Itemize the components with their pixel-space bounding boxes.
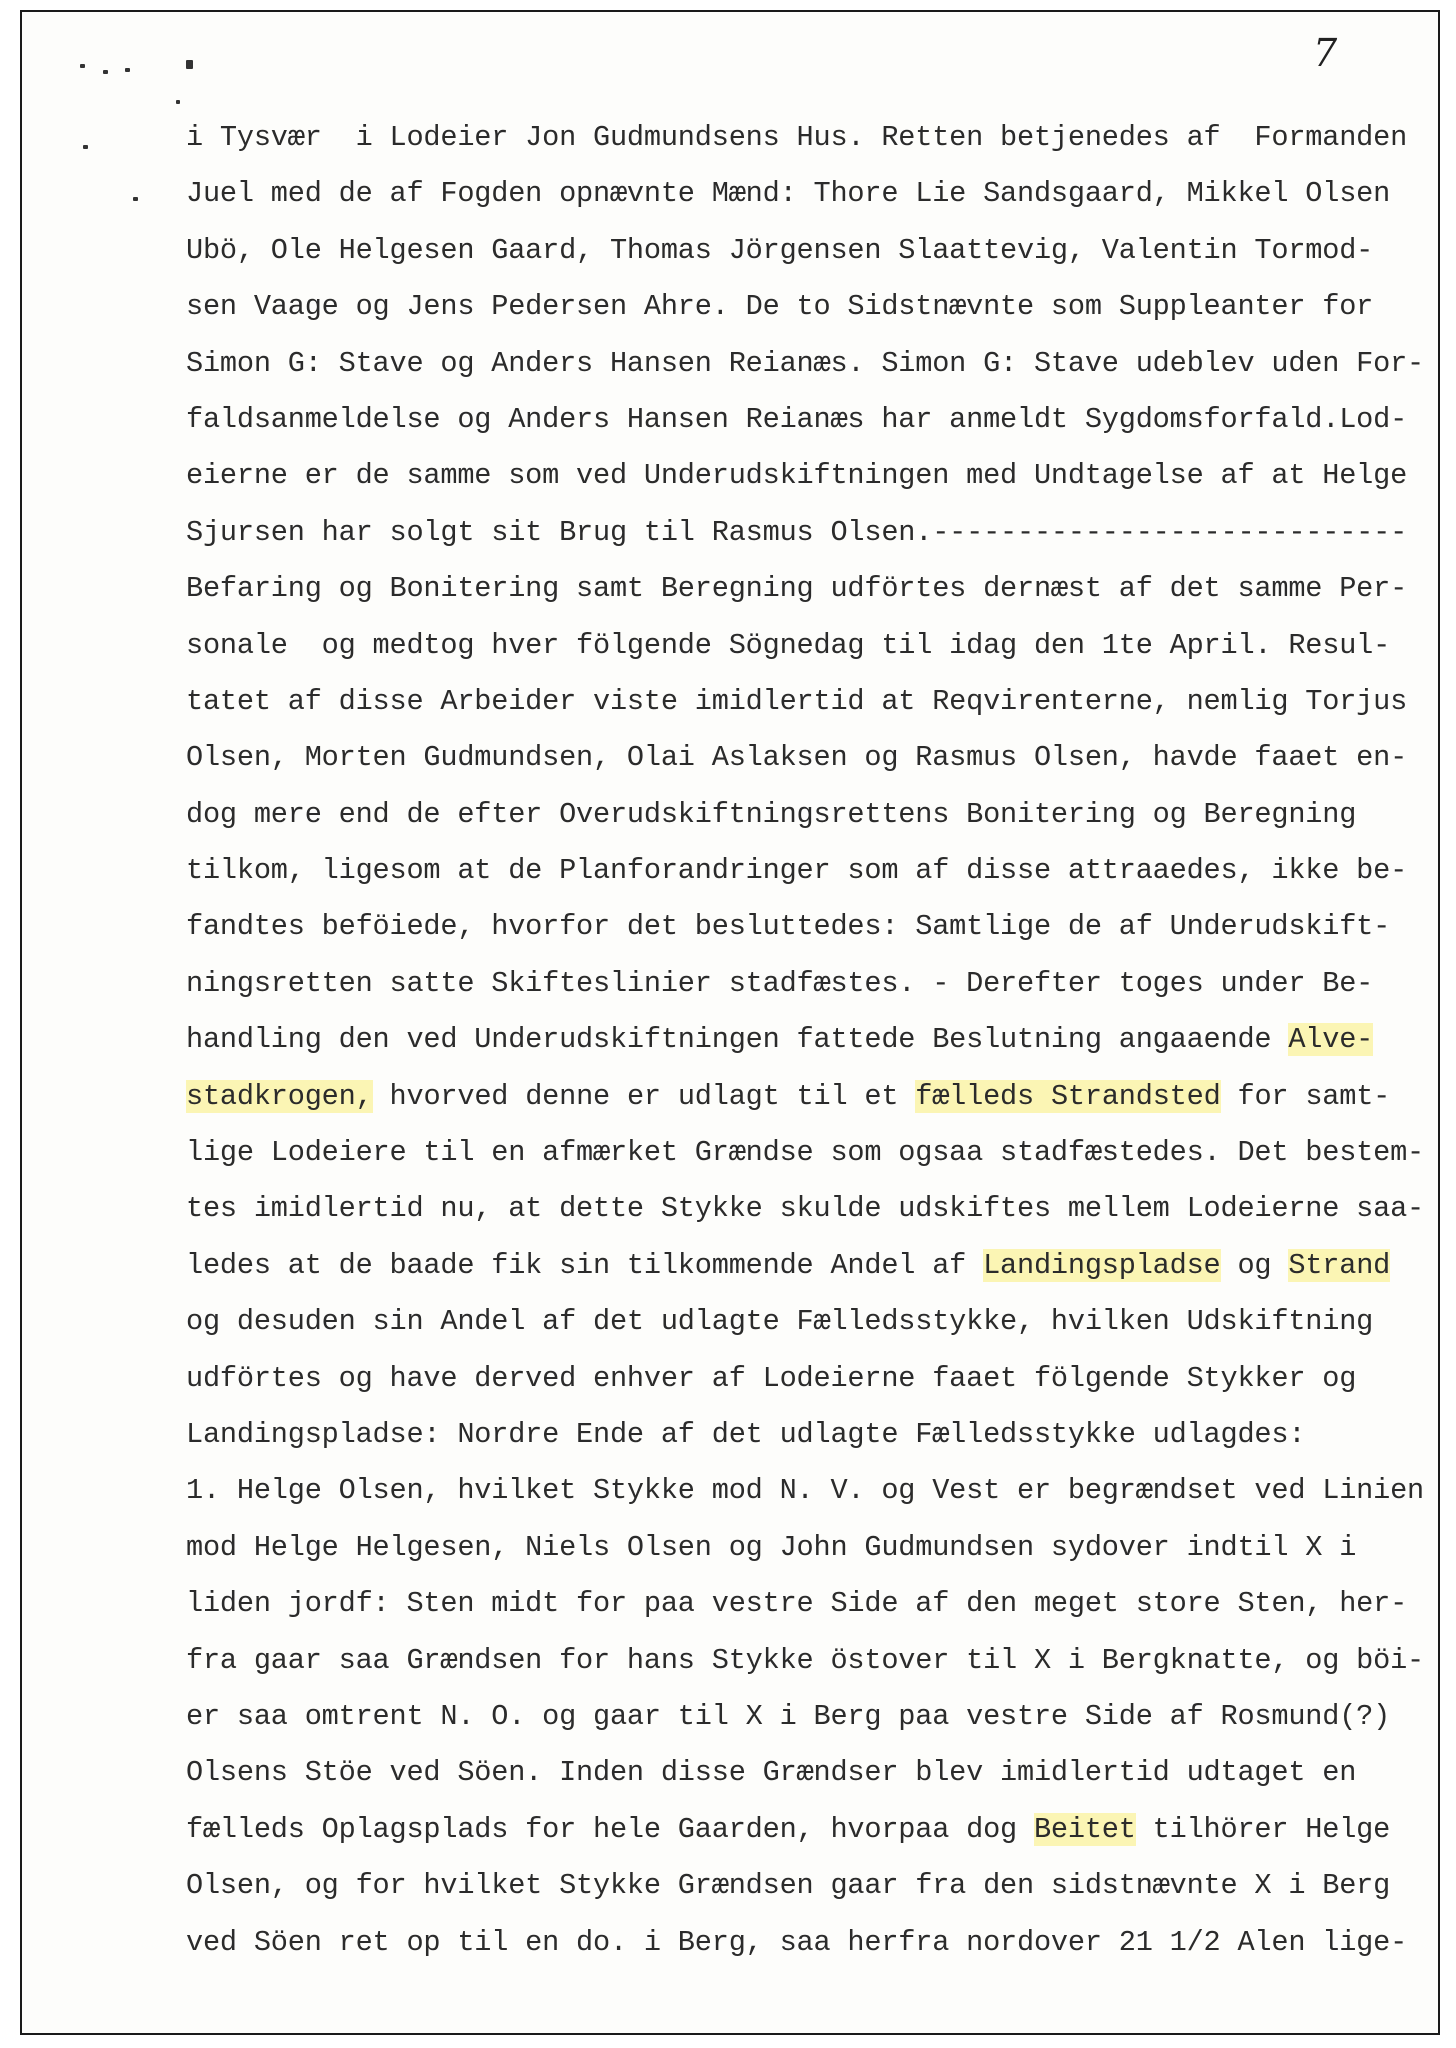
text-segment: og desuden sin Andel af det udlagte Fælledsstykke, hvilken Udskiftning: [186, 1305, 1374, 1339]
text-line: [186, 1745, 1416, 1801]
text-line: [186, 279, 1416, 335]
text-segment: Olsens Stöe ved Söen. Inden disse Grændser blev imidlertid udtaget en: [186, 1756, 1357, 1790]
text-line: [186, 899, 1416, 955]
text-segment: fandtes beföiede, hvorfor det besluttedes: Samtlige de af Underudskift-: [186, 910, 1391, 944]
margin-mark: [125, 68, 130, 72]
text-line: [186, 505, 1416, 561]
text-line: [186, 1238, 1416, 1294]
text-line: [186, 561, 1416, 617]
text-segment: lige Lodeiere til en afmærket Grændse som ogsaa stadfæstedes. Det bestem-: [186, 1136, 1425, 1170]
text-line: [186, 448, 1416, 504]
text-line: [186, 110, 1416, 166]
text-segment: Landingspladse: Nordre Ende af det udlagte Fælledsstykke udlagdes:: [186, 1417, 1306, 1451]
text-line: [186, 1181, 1425, 1237]
text-segment: tes imidlertid nu, at dette Stykke skulde udskiftes mellem Lodeierne saa-: [186, 1192, 1425, 1226]
text-line: [186, 1407, 1416, 1463]
text-segment: faldsanmeldelse og Anders Hansen Reianæs har anmeldt Sygdomsforfald.Lod-: [186, 402, 1408, 436]
text-segment: tilhörer Helge: [1135, 1812, 1391, 1846]
margin-mark: [103, 70, 108, 74]
text-segment: sen Vaage og Jens Pedersen Ahre. De to Sidstnævnte som Suppleanter for: [186, 290, 1374, 324]
text-line: [186, 1858, 1416, 1914]
text-segment: dog mere end de efter Overudskiftningsrettens Bonitering og Beregning: [186, 797, 1357, 831]
text-line: [186, 1069, 1416, 1125]
text-line: [186, 1576, 1416, 1632]
text-segment: Ubö, Ole Helgesen Gaard, Thomas Jörgensen Slaattevig, Valentin Tormod-: [186, 233, 1374, 267]
text-segment: tatet af disse Arbeider viste imidlertid at Reqvirenterne, nemlig Torjus: [186, 684, 1408, 718]
text-line: [186, 1802, 1416, 1858]
text-segment: tilkom, ligesom at de Planforandringer som af disse attraaedes, ikke be-: [186, 854, 1408, 888]
text-segment: ledes at de baade fik sin tilkommende Andel af: [186, 1248, 984, 1282]
text-line: [186, 674, 1416, 730]
text-line: [186, 1294, 1416, 1350]
text-line: [186, 1351, 1416, 1407]
text-segment: fælleds Oplagsplads for hele Gaarden, hvorpaa dog: [186, 1812, 1034, 1846]
text-line: [186, 730, 1416, 786]
text-line: [186, 223, 1416, 279]
text-segment: Juel med de af Fogden opnævnte Mænd: Thore Lie Sandsgaard, Mikkel Olsen: [186, 177, 1391, 211]
highlighted-text: fælleds Strandsted: [915, 1079, 1221, 1113]
text-line: [186, 956, 1416, 1012]
text-line: [186, 618, 1416, 674]
text-line: [186, 392, 1416, 448]
text-segment: mod Helge Helgesen, Niels Olsen og John Gudmundsen sydover indtil X i: [186, 1530, 1357, 1564]
text-line: [186, 1463, 1425, 1519]
margin-mark: [176, 100, 180, 104]
text-segment: ved Söen ret op til en do. i Berg, saa herfra nordover 21 1/2 Alen lige-: [186, 1925, 1408, 1959]
text-line: [186, 1689, 1416, 1745]
text-segment: hvorved denne er udlagt til et: [372, 1079, 916, 1113]
text-segment: Olsen, Morten Gudmundsen, Olai Aslaksen og Rasmus Olsen, havde faaet en-: [186, 741, 1408, 775]
highlighted-text: Beitet: [1033, 1812, 1136, 1846]
text-segment: Sjursen har solgt sit Brug til Rasmus Olsen.----------------------------: [186, 515, 1408, 549]
text-segment: handling den ved Underudskiftningen fattede Beslutning angaaende: [186, 1023, 1289, 1057]
highlighted-text: Strand: [1288, 1248, 1391, 1282]
text-segment: og: [1220, 1248, 1289, 1282]
page-number: 7: [1313, 31, 1338, 75]
highlighted-text: stadkrogen,: [186, 1079, 373, 1113]
highlighted-text: Landingspladse: [983, 1248, 1221, 1282]
text-segment: udförtes og have derved enhver af Lodeierne faaet fölgende Stykker og: [186, 1361, 1357, 1395]
text-segment: 1. Helge Olsen, hvilket Stykke mod N. V. og Vest er begrændset ved Linien: [186, 1474, 1425, 1508]
highlighted-text: Alve-: [1288, 1023, 1374, 1057]
text-segment: for samt-: [1220, 1079, 1391, 1113]
text-line: [186, 1012, 1416, 1068]
text-segment: er saa omtrent N. O. og gaar til X i Berg paa vestre Side af Rosmund(?): [186, 1699, 1391, 1733]
text-line: [186, 336, 1425, 392]
text-segment: sonale og medtog hver fölgende Sögnedag til idag den 1te April. Resul-: [186, 628, 1391, 662]
text-line: [186, 1520, 1416, 1576]
text-line: [186, 166, 1416, 222]
text-line: [186, 843, 1416, 899]
text-segment: eierne er de samme som ved Underudskiftningen med Undtagelse af at Helge: [186, 459, 1408, 493]
margin-mark: [133, 197, 138, 201]
text-line: [186, 1125, 1425, 1181]
typed-text-body: [186, 110, 1425, 1971]
margin-mark: [186, 60, 193, 69]
text-line: [186, 787, 1416, 843]
text-segment: liden jordf: Sten midt for paa vestre Side af den meget store Sten, her-: [186, 1587, 1408, 1621]
margin-mark: [80, 64, 85, 68]
text-segment: Simon G: Stave og Anders Hansen Reianæs. Simon G: Stave udeblev uden For-: [186, 346, 1425, 380]
text-segment: fra gaar saa Grændsen for hans Stykke östover til X i Bergknatte, og böi-: [186, 1643, 1425, 1677]
text-segment: ningsretten satte Skifteslinier stadfæstes. - Derefter toges under Be-: [186, 966, 1374, 1000]
text-segment: i Tysvær i Lodeier Jon Gudmundsens Hus. Retten betjenedes af Formanden: [186, 121, 1408, 154]
text-segment: Olsen, og for hvilket Stykke Grændsen gaar fra den sidstnævnte X i Berg: [186, 1869, 1391, 1903]
text-segment: Befaring og Bonitering samt Beregning udförtes dernæst af det samme Per-: [186, 572, 1408, 606]
text-line: [186, 1633, 1425, 1689]
margin-mark: [83, 145, 88, 149]
text-line: [186, 1915, 1416, 1971]
